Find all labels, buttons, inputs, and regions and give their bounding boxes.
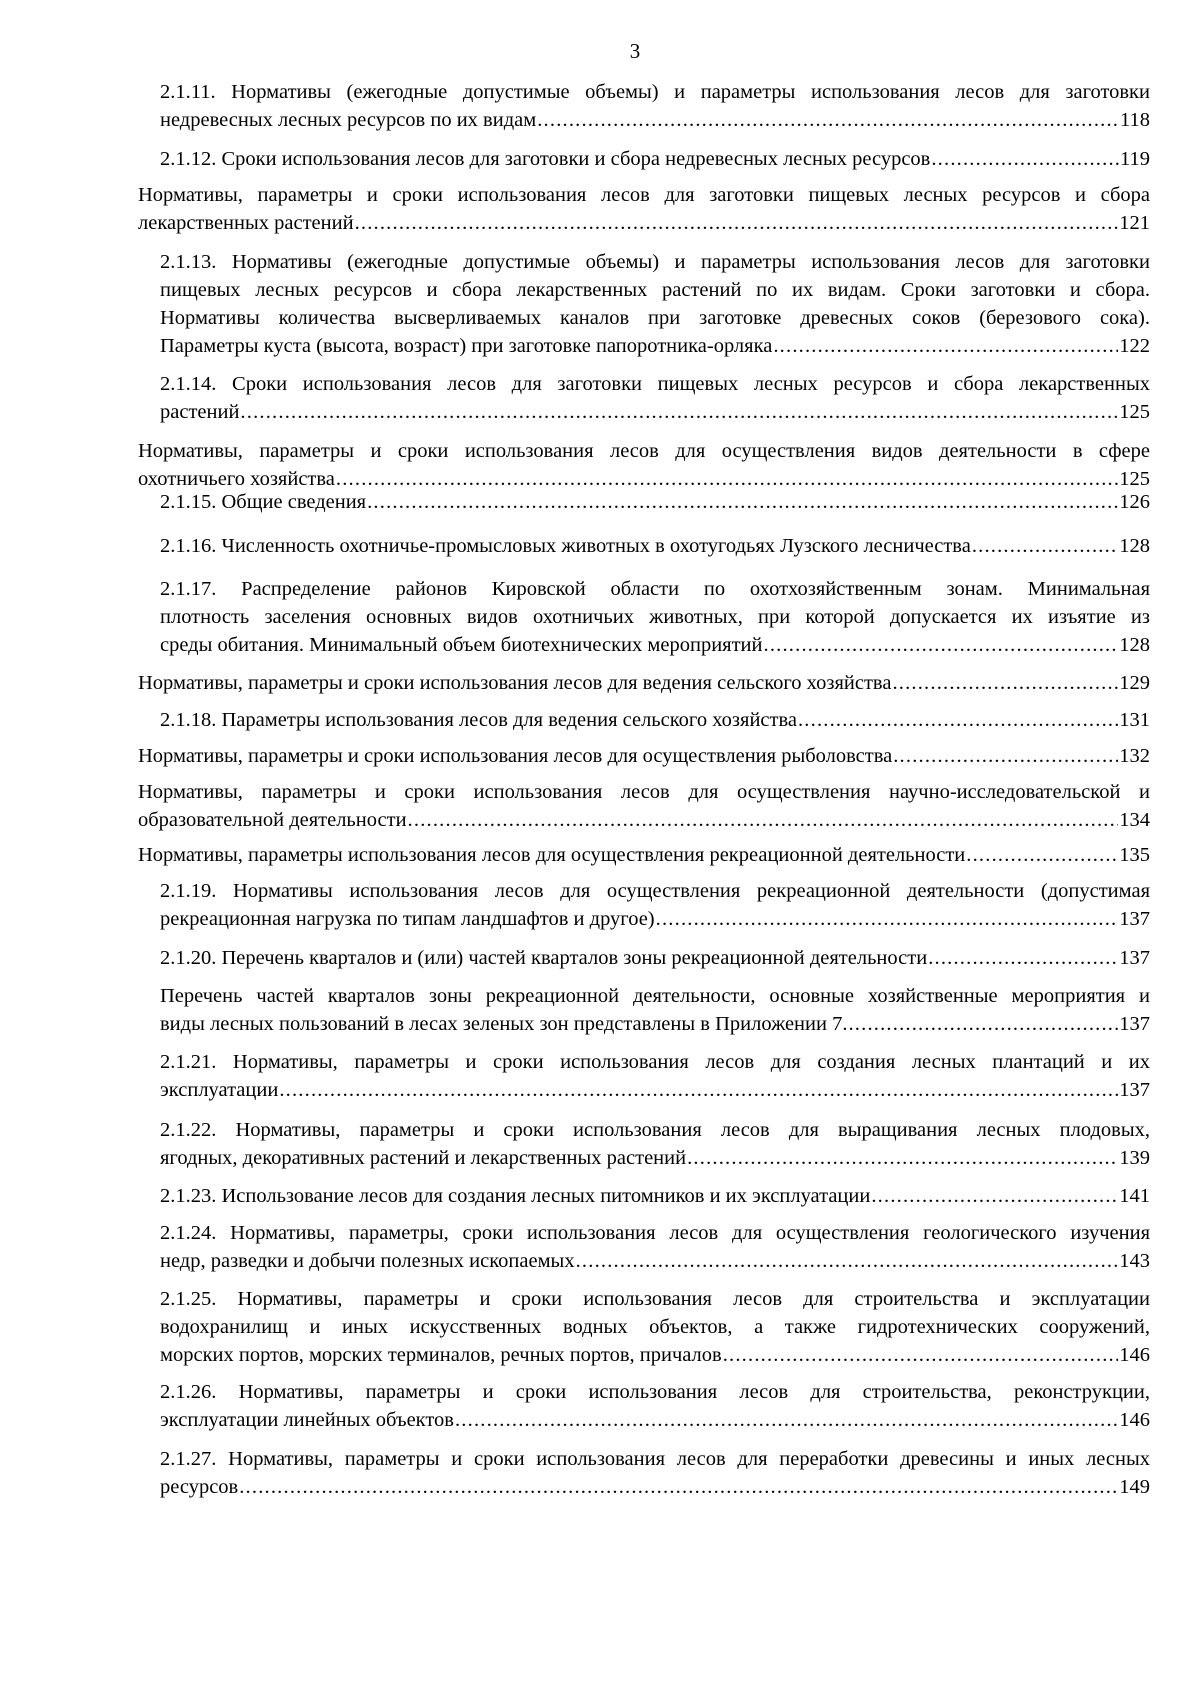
- toc-entry-text-line: эксплуатации: [160, 1079, 279, 1101]
- toc-entry-last-line: [160, 944, 1150, 972]
- dot-leader: [972, 532, 1118, 560]
- toc-entry-text-line: 2.1.20. Перечень кварталов и (или) частей кварталов зоны рекреационной деятельности: [160, 947, 928, 969]
- toc-entry-text-line: среды обитания. Минимальный объем биотехнических мероприятий: [160, 634, 763, 656]
- toc-entry: [160, 1048, 1150, 1104]
- toc-entry-text-line: образовательной деятельности: [138, 809, 407, 831]
- toc-entry-text-line: Нормативы количества высверливаемых каналов при заготовке древесных соков (березового сока).: [160, 307, 1150, 329]
- toc-entry-text-line: эксплуатации линейных объектов: [160, 1409, 454, 1431]
- toc-entry: [138, 437, 1150, 493]
- toc-entry-last-line: [160, 488, 1150, 516]
- toc-page-number: 146: [1119, 1409, 1150, 1431]
- toc-entry: [160, 877, 1150, 933]
- toc-entry-text-line: Перечень частей кварталов зоны рекреационной деятельности, основные хозяйственные мероприятия и: [160, 985, 1150, 1007]
- dot-leader: [928, 944, 1118, 972]
- dot-leader: [408, 806, 1119, 834]
- toc-entry-text-line: Нормативы, параметры и сроки использования лесов для осуществления научно-исследовательской и: [138, 781, 1150, 803]
- toc-entry-text-line: 2.1.19. Нормативы использования лесов для осуществления рекреационной деятельности (допустимая: [160, 880, 1150, 902]
- toc-entry: [160, 1378, 1150, 1434]
- toc-entry-text-line: 2.1.21. Нормативы, параметры и сроки использования лесов для создания лесных плантаций и их: [160, 1051, 1150, 1073]
- toc-entry: [138, 742, 1150, 770]
- toc-entry-last-line: [160, 532, 1150, 560]
- page-number: 3: [629, 39, 641, 63]
- toc-entry: [160, 944, 1150, 972]
- dot-leader: [355, 209, 1119, 237]
- toc-entry-last-line: [160, 1076, 1150, 1104]
- toc-entry-last-line: [160, 905, 1150, 933]
- toc-page-number: 121: [1119, 212, 1150, 234]
- toc-entry-text-line: 2.1.25. Нормативы, параметры и сроки использования лесов для строительства и эксплуатации: [160, 1288, 1150, 1310]
- dot-leader: [240, 398, 1118, 426]
- toc-entry: [160, 488, 1150, 516]
- toc-entry: [160, 78, 1150, 134]
- toc-page-number: 143: [1119, 1250, 1150, 1272]
- toc-entry-last-line: [160, 106, 1150, 134]
- dot-leader: [931, 145, 1119, 173]
- toc-entry-last-line: [160, 1406, 1150, 1434]
- toc-entry-text-line: лекарственных растений: [138, 212, 354, 234]
- toc-entry: [160, 370, 1150, 426]
- toc-page-number: 149: [1119, 1476, 1150, 1498]
- toc-entry-text-line: 2.1.23. Использование лесов для создания лесных питомников и их эксплуатации: [160, 1185, 871, 1207]
- toc-entry-text-line: 2.1.22. Нормативы, параметры и сроки использования лесов для выращивания лесных плодовых,: [160, 1119, 1150, 1141]
- toc-entry-text-line: 2.1.11. Нормативы (ежегодные допустимые объемы) и параметры использования лесов для заготовки: [160, 81, 1150, 103]
- toc-page-number: 129: [1119, 672, 1150, 694]
- toc-entry-text-line: водохранилищ и иных искусственных водных объектов, а также гидротехнических сооружений,: [160, 1316, 1150, 1338]
- dot-leader: [871, 1182, 1118, 1210]
- toc-page-number: 131: [1119, 709, 1150, 731]
- toc-page-number: 139: [1119, 1147, 1150, 1169]
- toc-page-number: 126: [1119, 491, 1150, 513]
- toc-entry-text-line: 2.1.15. Общие сведения: [160, 491, 367, 513]
- toc-entry-last-line: [160, 631, 1150, 659]
- toc-entry-last-line: [138, 669, 1150, 697]
- dot-leader: [848, 1010, 1118, 1038]
- dot-leader: [239, 1473, 1118, 1501]
- toc-entry-text-line: 2.1.18. Параметры использования лесов для ведения сельского хозяйства: [160, 709, 797, 731]
- toc-entry-text-line: 2.1.12. Сроки использования лесов для заготовки и сбора недревесных лесных ресурсов: [160, 148, 931, 170]
- toc-entry: [160, 1182, 1150, 1210]
- toc-entry: [160, 532, 1150, 560]
- toc-entry: [160, 575, 1150, 659]
- toc-entry-text-line: ресурсов: [160, 1476, 239, 1498]
- toc-entry-text-line: охотничьего хозяйства: [138, 468, 335, 490]
- toc-entry-text-line: Нормативы, параметры и сроки использования лесов для осуществления видов деятельности в сфере: [138, 440, 1150, 462]
- dot-leader: [279, 1076, 1118, 1104]
- toc-entry: [160, 145, 1150, 173]
- toc-entry-text-line: 2.1.27. Нормативы, параметры и сроки использования лесов для переработки древесины и иных лесных: [160, 1448, 1150, 1470]
- toc-entry: [160, 1445, 1150, 1501]
- toc-entry-text-line: 2.1.17. Распределение районов Кировской области по охотхозяйственным зонам. Минимальная: [160, 578, 1150, 600]
- toc-entry-text-line: 2.1.24. Нормативы, параметры, сроки использования лесов для осуществления геологического изучения: [160, 1222, 1150, 1244]
- toc-entry-text-line: ягодных, декоративных растений и лекарственных растений: [160, 1147, 687, 1169]
- toc-entry-text-line: Нормативы, параметры и сроки использования лесов для осуществления рыболовства: [138, 745, 893, 767]
- toc-page-number: 137: [1119, 1013, 1150, 1035]
- toc-entry-text-line: 2.1.26. Нормативы, параметры и сроки использования лесов для строительства, реконструкции,: [160, 1381, 1150, 1403]
- toc-entry-text-line: рекреационная нагрузка по типам ландшафтов и другое): [160, 908, 655, 930]
- toc-page-number: 125: [1119, 468, 1150, 490]
- toc-entry-text-line: Нормативы, параметры использования лесов для осуществления рекреационной деятельности: [138, 844, 966, 866]
- dot-leader: [656, 905, 1119, 933]
- toc-entry-last-line: [160, 332, 1150, 360]
- dot-leader: [537, 106, 1119, 134]
- toc-page-number: 137: [1119, 947, 1150, 969]
- dot-leader: [723, 1341, 1119, 1369]
- toc-entry-text-line: Нормативы, параметры и сроки использования лесов для заготовки пищевых лесных ресурсов и сбора: [138, 184, 1150, 206]
- dot-leader: [764, 631, 1119, 659]
- toc-entry-last-line: [160, 1010, 1150, 1038]
- dot-leader: [687, 1144, 1118, 1172]
- dot-leader: [892, 669, 1118, 697]
- dot-leader: [455, 1406, 1118, 1434]
- toc-entry-last-line: [160, 1341, 1150, 1369]
- toc-entry-text-line: растений: [160, 401, 240, 423]
- toc-page-number: 134: [1119, 809, 1150, 831]
- toc-entry-last-line: [138, 806, 1150, 834]
- toc-page-number: 118: [1120, 109, 1150, 131]
- toc-page-number: 119: [1120, 148, 1150, 170]
- toc-entry-text-line: морских портов, морских терминалов, речных портов, причалов: [160, 1344, 722, 1366]
- toc-entry-text-line: 2.1.13. Нормативы (ежегодные допустимые объемы) и параметры использования лесов для заготовки: [160, 251, 1150, 273]
- toc-entry-last-line: [160, 1182, 1150, 1210]
- toc-entry-last-line: [160, 1247, 1150, 1275]
- toc-entry-text-line: Параметры куста (высота, возраст) при заготовке папоротника-орляка: [160, 335, 773, 357]
- toc-entry-last-line: [138, 841, 1150, 869]
- toc-page-number: 128: [1119, 535, 1150, 557]
- toc-page-number: 125: [1119, 401, 1150, 423]
- toc-entry-text-line: Нормативы, параметры и сроки использования лесов для ведения сельского хозяйства: [138, 672, 892, 694]
- toc-entry-text-line: пищевых лесных ресурсов и сбора лекарственных растений по их видам. Сроки заготовки и сбора.: [160, 279, 1150, 301]
- toc-entry-last-line: [138, 209, 1150, 237]
- toc-entry-last-line: [138, 742, 1150, 770]
- toc-entry-text-line: недревесных лесных ресурсов по их видам: [160, 109, 537, 131]
- toc-entry-text-line: плотность заселения основных видов охотничьих животных, при которой допускается их изъятие из: [160, 606, 1150, 628]
- toc-entry: [160, 1219, 1150, 1275]
- toc-entry-text-line: виды лесных пользований в лесах зеленых зон представлены в Приложении 7.: [160, 1013, 848, 1035]
- dot-leader: [576, 1247, 1119, 1275]
- toc-page-number: 128: [1119, 634, 1150, 656]
- toc-page-number: 137: [1119, 908, 1150, 930]
- toc-entry-text-line: 2.1.14. Сроки использования лесов для заготовки пищевых лесных ресурсов и сбора лекарственных: [160, 373, 1150, 395]
- toc-entry: [160, 1116, 1150, 1172]
- dot-leader: [893, 742, 1118, 770]
- toc-page-number: 137: [1119, 1079, 1150, 1101]
- toc-page-number: 122: [1119, 335, 1150, 357]
- toc-page-number: 135: [1119, 844, 1150, 866]
- toc-entry-last-line: [160, 1473, 1150, 1501]
- toc-entry: [160, 982, 1150, 1038]
- toc-entry: [138, 181, 1150, 237]
- dot-leader: [798, 706, 1118, 734]
- toc-entry-last-line: [160, 706, 1150, 734]
- toc-entry-last-line: [160, 1144, 1150, 1172]
- dot-leader: [367, 488, 1118, 516]
- toc-entry: [138, 841, 1150, 869]
- toc-entry-text-line: недр, разведки и добычи полезных ископаемых: [160, 1250, 575, 1272]
- dot-leader: [966, 841, 1118, 869]
- toc-page-number: 141: [1119, 1185, 1150, 1207]
- toc-entry-last-line: [160, 398, 1150, 426]
- dot-leader: [773, 332, 1118, 360]
- toc-entry: [138, 778, 1150, 834]
- toc-entry: [138, 669, 1150, 697]
- toc-entry: [160, 706, 1150, 734]
- toc-entry-text-line: 2.1.16. Численность охотничье-промысловых животных в охотугодьях Лузского лесничества: [160, 535, 971, 557]
- toc-page-number: 146: [1119, 1344, 1150, 1366]
- toc-entry: [160, 248, 1150, 360]
- toc-entry: [160, 1285, 1150, 1369]
- toc-entry-last-line: [160, 145, 1150, 173]
- toc-page-number: 132: [1119, 745, 1150, 767]
